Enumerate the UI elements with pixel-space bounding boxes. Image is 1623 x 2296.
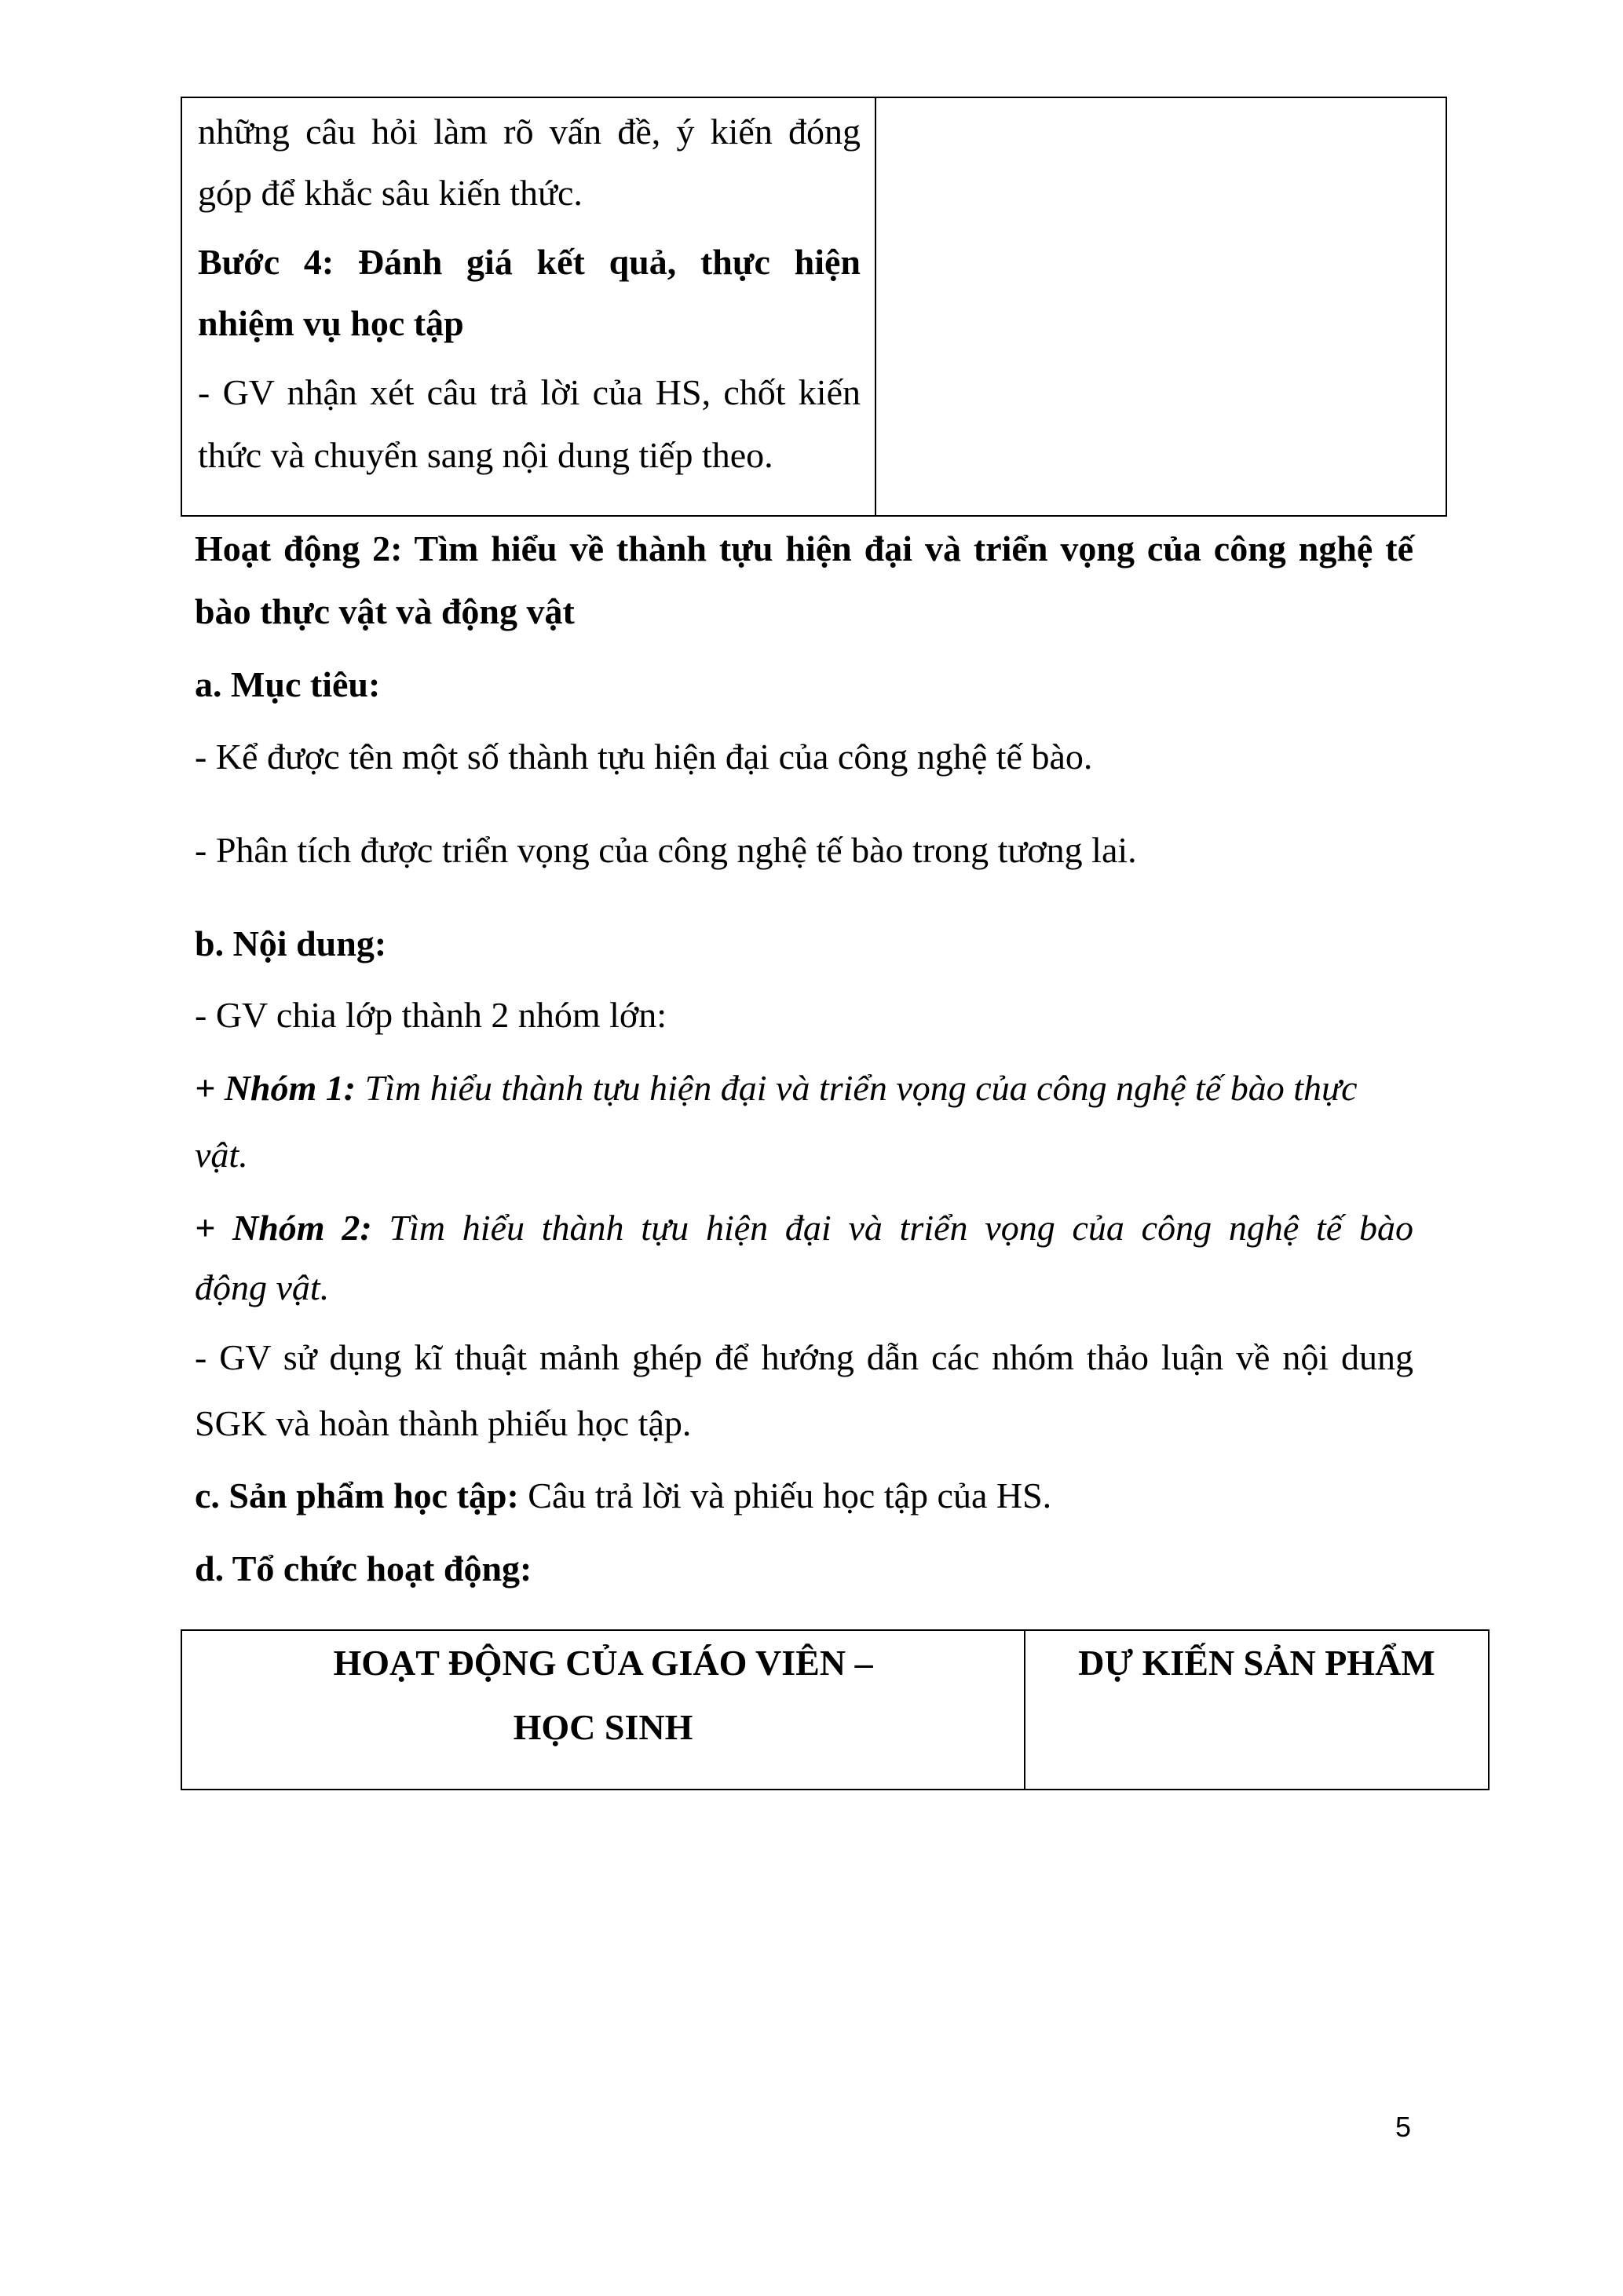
group1-text: Tìm hiểu thành tựu hiện đại và triển vọng của công nghệ tế bào thực <box>364 1068 1358 1108</box>
group2-line-2 <box>195 1254 329 1322</box>
header-teacher-student-line-2: HỌC SINH <box>513 1707 693 1747</box>
goal-label: a. Mục tiêu: <box>195 664 381 704</box>
top-table-line-1: những câu hỏi làm rõ vấn đề, ý kiến đóng <box>198 112 861 152</box>
group1-label: + Nhóm 1: <box>195 1068 356 1108</box>
goal-item-2: - Phân tích được triển vọng của công nghệ tế bào trong tương lai. <box>195 830 1137 870</box>
top-table-line-2: góp để khắc sâu kiến thức. <box>198 173 583 213</box>
product-text: Câu trả lời và phiếu học tập của HS. <box>528 1475 1052 1515</box>
header-expected-product: DỰ KIẾN SẢN PHẨM <box>1078 1643 1435 1683</box>
table-divider <box>875 98 876 515</box>
header-teacher-student-line-1: HOẠT ĐỘNG CỦA GIÁO VIÊN – <box>333 1643 873 1683</box>
group2-line-1 <box>195 1194 1413 1262</box>
group1-line-1 <box>195 1055 1413 1122</box>
goal-item-1: - Kể được tên một số thành tựu hiện đại của công nghệ tế bào. <box>195 737 1093 777</box>
group2-text: Tìm hiểu thành tựu hiện đại và triển vọng của công nghệ tế bào <box>389 1208 1413 1248</box>
product-label: c. Sản phẩm học tập: <box>195 1475 519 1515</box>
activity-table <box>181 1629 1490 1790</box>
step4-heading-line-2: nhiệm vụ học tập <box>198 303 464 343</box>
method-line-2: SGK và hoàn thành phiếu học tập. <box>195 1403 692 1443</box>
page-number: 5 <box>1395 2111 1412 2143</box>
content-intro: - GV chia lớp thành 2 nhóm lớn: <box>195 995 667 1035</box>
product-line <box>195 1462 1051 1530</box>
activity2-heading-line-1: Hoạt động 2: Tìm hiểu về thành tựu hiện đại và triển vọng của công nghệ tế <box>195 528 1413 569</box>
group2-text-cont: động vật. <box>195 1267 330 1307</box>
top-table-line-5: - GV nhận xét câu trả lời của HS, chốt kiến <box>198 372 861 412</box>
group2-label: + Nhóm 2: <box>195 1208 372 1248</box>
activity2-heading-line-2: bào thực vật và động vật <box>195 591 575 631</box>
method-line-1: - GV sử dụng kĩ thuật mảnh ghép để hướng dẫn các nhóm thảo luận về nội dung <box>195 1337 1413 1377</box>
top-table <box>181 97 1447 517</box>
content-label: b. Nội dung: <box>195 923 387 963</box>
group1-line-2 <box>195 1121 248 1189</box>
step4-heading-line-1: Bước 4: Đánh giá kết quả, thực hiện <box>198 242 861 282</box>
top-table-line-6: thức và chuyển sang nội dung tiếp theo. <box>198 435 773 475</box>
group1-text-cont: vật. <box>195 1135 248 1175</box>
org-label: d. Tổ chức hoạt động: <box>195 1548 532 1589</box>
